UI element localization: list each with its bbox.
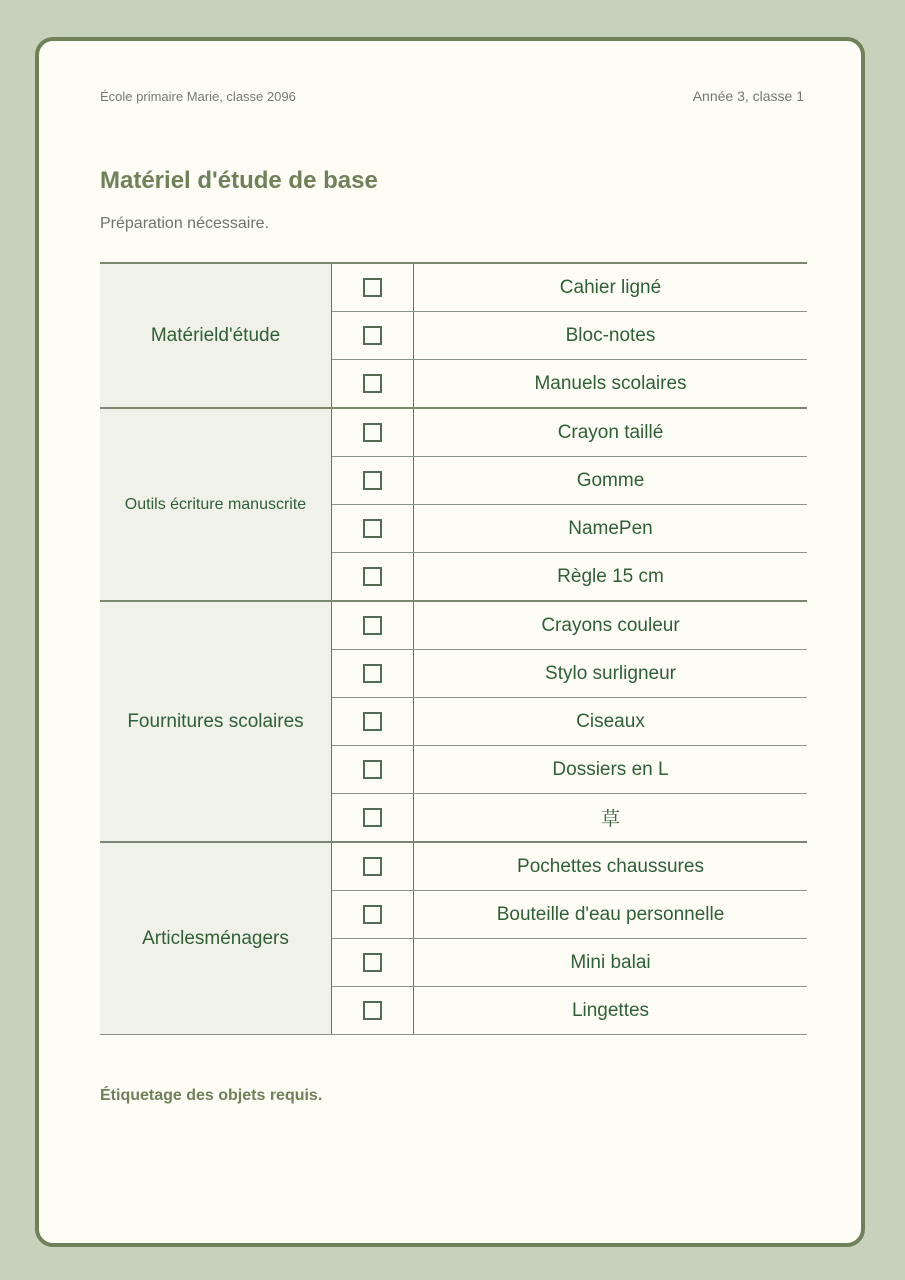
supplies-checklist-table — [100, 262, 807, 1035]
item-label: Ciseaux — [414, 698, 808, 746]
checkbox[interactable] — [363, 857, 382, 876]
item-label: NamePen — [414, 505, 808, 553]
item-label: Stylo surligneur — [414, 650, 808, 698]
checkbox[interactable] — [363, 519, 382, 538]
item-label: 草 — [414, 794, 808, 843]
checkbox-cell — [332, 698, 414, 746]
category-cell: Outils écriture manuscrite — [100, 408, 332, 601]
checkbox[interactable] — [363, 1001, 382, 1020]
checkbox[interactable] — [363, 326, 382, 345]
category-cell: Articlesménagers — [100, 842, 332, 1035]
checkbox-cell — [332, 601, 414, 650]
school-name: École primaire Marie, classe 2096 — [100, 89, 296, 104]
checkbox-cell — [332, 987, 414, 1035]
class-label: Année 3, classe 1 — [692, 88, 804, 104]
item-label: Mini balai — [414, 939, 808, 987]
item-label: Règle 15 cm — [414, 553, 808, 602]
item-label: Bouteille d'eau personnelle — [414, 891, 808, 939]
item-label: Crayon taillé — [414, 408, 808, 457]
checkbox[interactable] — [363, 471, 382, 490]
checkbox-cell — [332, 891, 414, 939]
checkbox-cell — [332, 263, 414, 312]
checkbox-cell — [332, 360, 414, 409]
checkbox[interactable] — [363, 953, 382, 972]
checkbox[interactable] — [363, 567, 382, 586]
table-row — [100, 408, 807, 457]
checkbox-cell — [332, 505, 414, 553]
page-title: Matériel d'étude de base — [100, 167, 378, 194]
table-row — [100, 842, 807, 891]
item-label: Bloc-notes — [414, 312, 808, 360]
checkbox[interactable] — [363, 712, 382, 731]
checkbox[interactable] — [363, 664, 382, 683]
table-row — [100, 263, 807, 312]
checklist-page — [35, 37, 865, 1247]
checkbox-cell — [332, 553, 414, 602]
category-cell: Fournitures scolaires — [100, 601, 332, 842]
item-label: Manuels scolaires — [414, 360, 808, 409]
checkbox-cell — [332, 842, 414, 891]
table-row — [100, 601, 807, 650]
checkbox[interactable] — [363, 423, 382, 442]
checkbox-cell — [332, 794, 414, 843]
checkbox[interactable] — [363, 616, 382, 635]
checkbox[interactable] — [363, 278, 382, 297]
checkbox[interactable] — [363, 808, 382, 827]
labeling-note: Étiquetage des objets requis. — [100, 1087, 323, 1104]
item-label: Dossiers en L — [414, 746, 808, 794]
checkbox-cell — [332, 939, 414, 987]
category-cell: Matérield'étude — [100, 263, 332, 408]
checkbox[interactable] — [363, 905, 382, 924]
page-subtitle: Préparation nécessaire. — [100, 215, 269, 232]
checkbox[interactable] — [363, 760, 382, 779]
item-label: Pochettes chaussures — [414, 842, 808, 891]
item-label: Crayons couleur — [414, 601, 808, 650]
checkbox-cell — [332, 650, 414, 698]
checkbox-cell — [332, 408, 414, 457]
checkbox[interactable] — [363, 374, 382, 393]
item-label: Gomme — [414, 457, 808, 505]
checkbox-cell — [332, 312, 414, 360]
checkbox-cell — [332, 746, 414, 794]
item-label: Lingettes — [414, 987, 808, 1035]
item-label: Cahier ligné — [414, 263, 808, 312]
checkbox-cell — [332, 457, 414, 505]
